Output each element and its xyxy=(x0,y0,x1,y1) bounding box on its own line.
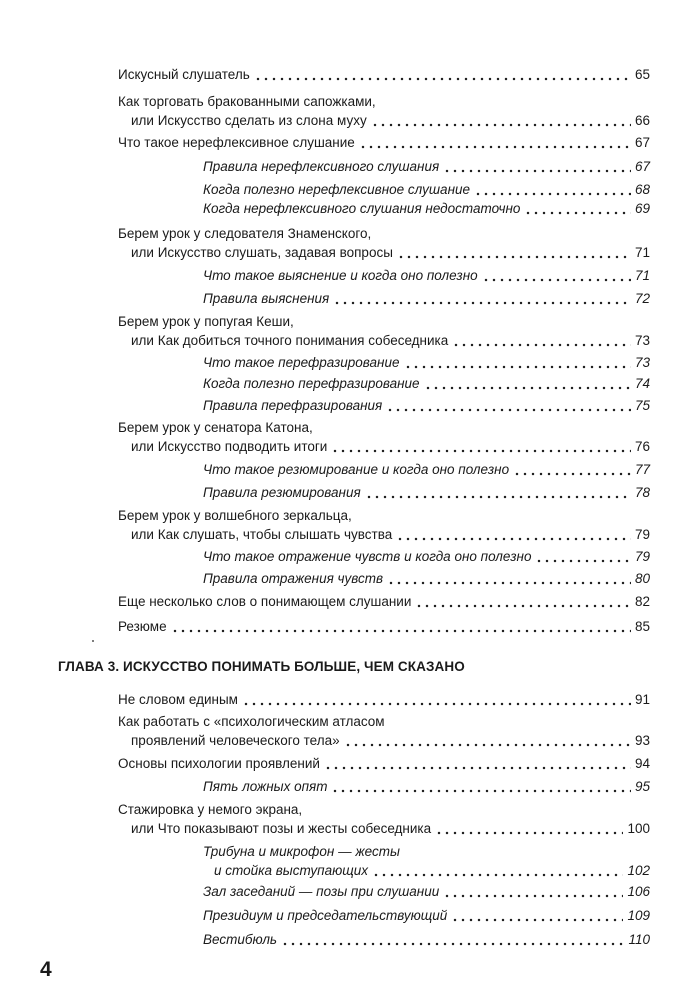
toc-page-number: 75 xyxy=(634,398,650,413)
toc-entry-title: или Искусство подводить итоги xyxy=(131,439,328,454)
toc-entry-title: Правила отражения чувств xyxy=(203,571,384,586)
toc-entry xyxy=(0,197,683,216)
toc-entry-title: Берем урок у следователя Знаменского, xyxy=(118,226,372,241)
toc-page-number: 73 xyxy=(634,333,650,348)
toc-entry xyxy=(0,63,683,82)
toc-entry-title: Трибуна и микрофон — жесты xyxy=(203,844,400,859)
toc-entry xyxy=(0,800,683,836)
toc-entry xyxy=(0,155,683,174)
dot-leader xyxy=(443,158,631,173)
toc-page-number: 76 xyxy=(634,439,650,454)
dot-leader xyxy=(415,593,631,608)
toc-page-number: 94 xyxy=(634,756,650,771)
toc-page-number: 100 xyxy=(627,821,650,836)
toc-entry-title: Президиум и председательствующий xyxy=(203,908,448,923)
toc-entry-title: Вестибюль xyxy=(203,932,278,947)
toc-entry-title: Правила перефразирования xyxy=(203,398,383,413)
toc-entry-title: Что такое нерефлексивное слушание xyxy=(118,135,355,150)
toc-entry-title: Что такое отражение чувств и когда оно полезно xyxy=(203,549,532,564)
page-number: 4 xyxy=(40,958,52,981)
toc-entry-title: Когда полезно перефразирование xyxy=(203,376,420,391)
toc-entry xyxy=(0,904,683,923)
toc-entry-title: Резюме xyxy=(118,619,167,634)
toc-entry-title: Что такое перефразирование xyxy=(203,355,400,370)
dot-leader xyxy=(387,570,631,585)
toc-entry xyxy=(0,224,683,260)
toc-entry xyxy=(0,928,683,947)
dot-leader xyxy=(324,755,631,770)
toc-page-number: 110 xyxy=(628,932,650,947)
dot-leader xyxy=(396,526,631,541)
dot-leader xyxy=(443,883,623,898)
toc-entry xyxy=(0,688,683,707)
toc-entry-title: Искусный слушатель xyxy=(118,67,250,82)
toc-entry-title: Берем урок у волшебного зеркальца, xyxy=(118,508,352,523)
toc-entry xyxy=(0,506,683,542)
toc-entry-title: или Как добиться точного понимания собеседника xyxy=(131,333,449,348)
toc-page-number: 79 xyxy=(634,549,650,564)
toc-page-number: 68 xyxy=(634,182,650,197)
toc-entry-title: или Что показывают позы и жесты собеседника xyxy=(131,821,432,836)
dot-leader xyxy=(281,931,624,946)
dot-leader xyxy=(333,290,631,305)
toc-page-number: 91 xyxy=(634,692,650,707)
dot-leader xyxy=(365,484,631,499)
toc-entry xyxy=(0,372,683,391)
dot-leader xyxy=(524,200,631,215)
toc-entry xyxy=(0,590,683,609)
toc-entry-title: Правила нерефлексивного слушания xyxy=(203,159,440,174)
print-speck xyxy=(92,640,94,642)
dot-leader xyxy=(331,438,631,453)
toc-page-number: 78 xyxy=(634,485,650,500)
toc-entry xyxy=(0,481,683,500)
dot-leader xyxy=(435,820,623,835)
toc-entry xyxy=(0,92,683,128)
dot-leader xyxy=(171,618,631,633)
dot-leader xyxy=(397,244,631,259)
toc-page-number: 95 xyxy=(634,779,650,794)
dot-leader xyxy=(535,548,631,563)
toc-page-number: 69 xyxy=(634,201,650,216)
dot-leader xyxy=(474,181,631,196)
toc-entry xyxy=(0,351,683,370)
dot-leader xyxy=(372,862,623,877)
toc-entry-title: Зал заседаний — позы при слушании xyxy=(203,884,440,899)
dot-leader xyxy=(452,332,631,347)
toc-entry xyxy=(0,567,683,586)
toc-entry xyxy=(0,775,683,794)
toc-entry-title: Когда полезно нерефлексивное слушание xyxy=(203,182,471,197)
dot-leader xyxy=(344,732,631,747)
toc-entry-title: Берем урок у сенатора Катона, xyxy=(118,420,313,435)
dot-leader xyxy=(331,778,631,793)
toc-page-number: 80 xyxy=(634,571,650,586)
dot-leader xyxy=(242,691,631,706)
dot-leader xyxy=(359,134,631,149)
toc-page-number: 82 xyxy=(634,594,650,609)
dot-leader xyxy=(482,267,631,282)
toc-entry-title: Берем урок у попугая Кеши, xyxy=(118,314,294,329)
toc-page-number: 102 xyxy=(627,863,650,878)
toc-entry xyxy=(0,712,683,748)
toc-entry xyxy=(0,615,683,634)
toc-entry xyxy=(0,545,683,564)
toc-entry-title: или Искусство слушать, задавая вопросы xyxy=(131,245,393,260)
toc-page-number: 79 xyxy=(634,527,650,542)
toc-page-number: 73 xyxy=(634,355,650,370)
toc-entry xyxy=(0,418,683,454)
toc-page-number: 67 xyxy=(634,135,650,150)
toc-page-number: 67 xyxy=(634,159,650,174)
toc-page-number: 65 xyxy=(634,67,650,82)
toc-entry-title: Что такое резюмирование и когда оно полезно xyxy=(203,462,510,477)
dot-leader xyxy=(451,907,623,922)
toc-page-number: 109 xyxy=(627,908,650,923)
toc-entry-title: Как работать с «психологическим атласом xyxy=(118,714,385,729)
toc-entry-title: Основы психологии проявлений xyxy=(118,756,320,771)
toc-page-number: 72 xyxy=(634,291,650,306)
toc-entry xyxy=(0,312,683,348)
toc-page-number: 66 xyxy=(634,113,650,128)
toc-entry-title: и стойка выступающих xyxy=(214,863,369,878)
toc-entry xyxy=(0,752,683,771)
toc-entry-title: Когда нерефлексивного слушания недостаточно xyxy=(203,201,521,216)
toc-entry xyxy=(0,880,683,899)
dot-leader xyxy=(386,397,631,412)
toc-entry-title: Правила резюмирования xyxy=(203,485,361,500)
toc-entry-title: или Искусство сделать из слона муху xyxy=(131,113,367,128)
toc-entry-title: Стажировка у немого экрана, xyxy=(118,802,303,817)
toc-entry-title: Правила выяснения xyxy=(203,291,330,306)
dot-leader xyxy=(404,354,631,369)
toc-entry-title: проявлений человеческого тела» xyxy=(131,733,340,748)
toc-entry-title: Еще несколько слов о понимающем слушании xyxy=(118,594,412,609)
toc-page-number: 74 xyxy=(634,376,650,391)
toc-entry-title: Не словом единым xyxy=(118,692,238,707)
chapter-heading: ГЛАВА 3. ИСКУССТВО ПОНИМАТЬ БОЛЬШЕ, ЧЕМ СКАЗАНО xyxy=(58,659,465,674)
toc-page-number: 71 xyxy=(634,245,650,260)
toc-page-number: 71 xyxy=(634,268,650,283)
toc-page-number: 106 xyxy=(627,884,650,899)
toc-page-number: 93 xyxy=(634,733,650,748)
dot-leader xyxy=(371,112,631,127)
toc-page-number: 85 xyxy=(634,619,650,634)
toc-entry-title: Пять ложных опят xyxy=(203,779,328,794)
toc-entry xyxy=(0,264,683,283)
toc-entry xyxy=(0,842,683,878)
toc-page-number: 77 xyxy=(634,462,650,477)
toc-entry xyxy=(0,287,683,306)
toc-entry xyxy=(0,394,683,413)
toc-entry-title: Что такое выяснение и когда оно полезно xyxy=(203,268,478,283)
dot-leader xyxy=(513,461,631,476)
toc-entry xyxy=(0,178,683,197)
toc-entry-title: или Как слушать, чтобы слышать чувства xyxy=(131,527,393,542)
dot-leader xyxy=(254,66,631,81)
dot-leader xyxy=(424,375,631,390)
toc-entry-title: Как торговать бракованными сапожками, xyxy=(118,94,376,109)
toc-entry xyxy=(0,131,683,150)
toc-entry xyxy=(0,458,683,477)
